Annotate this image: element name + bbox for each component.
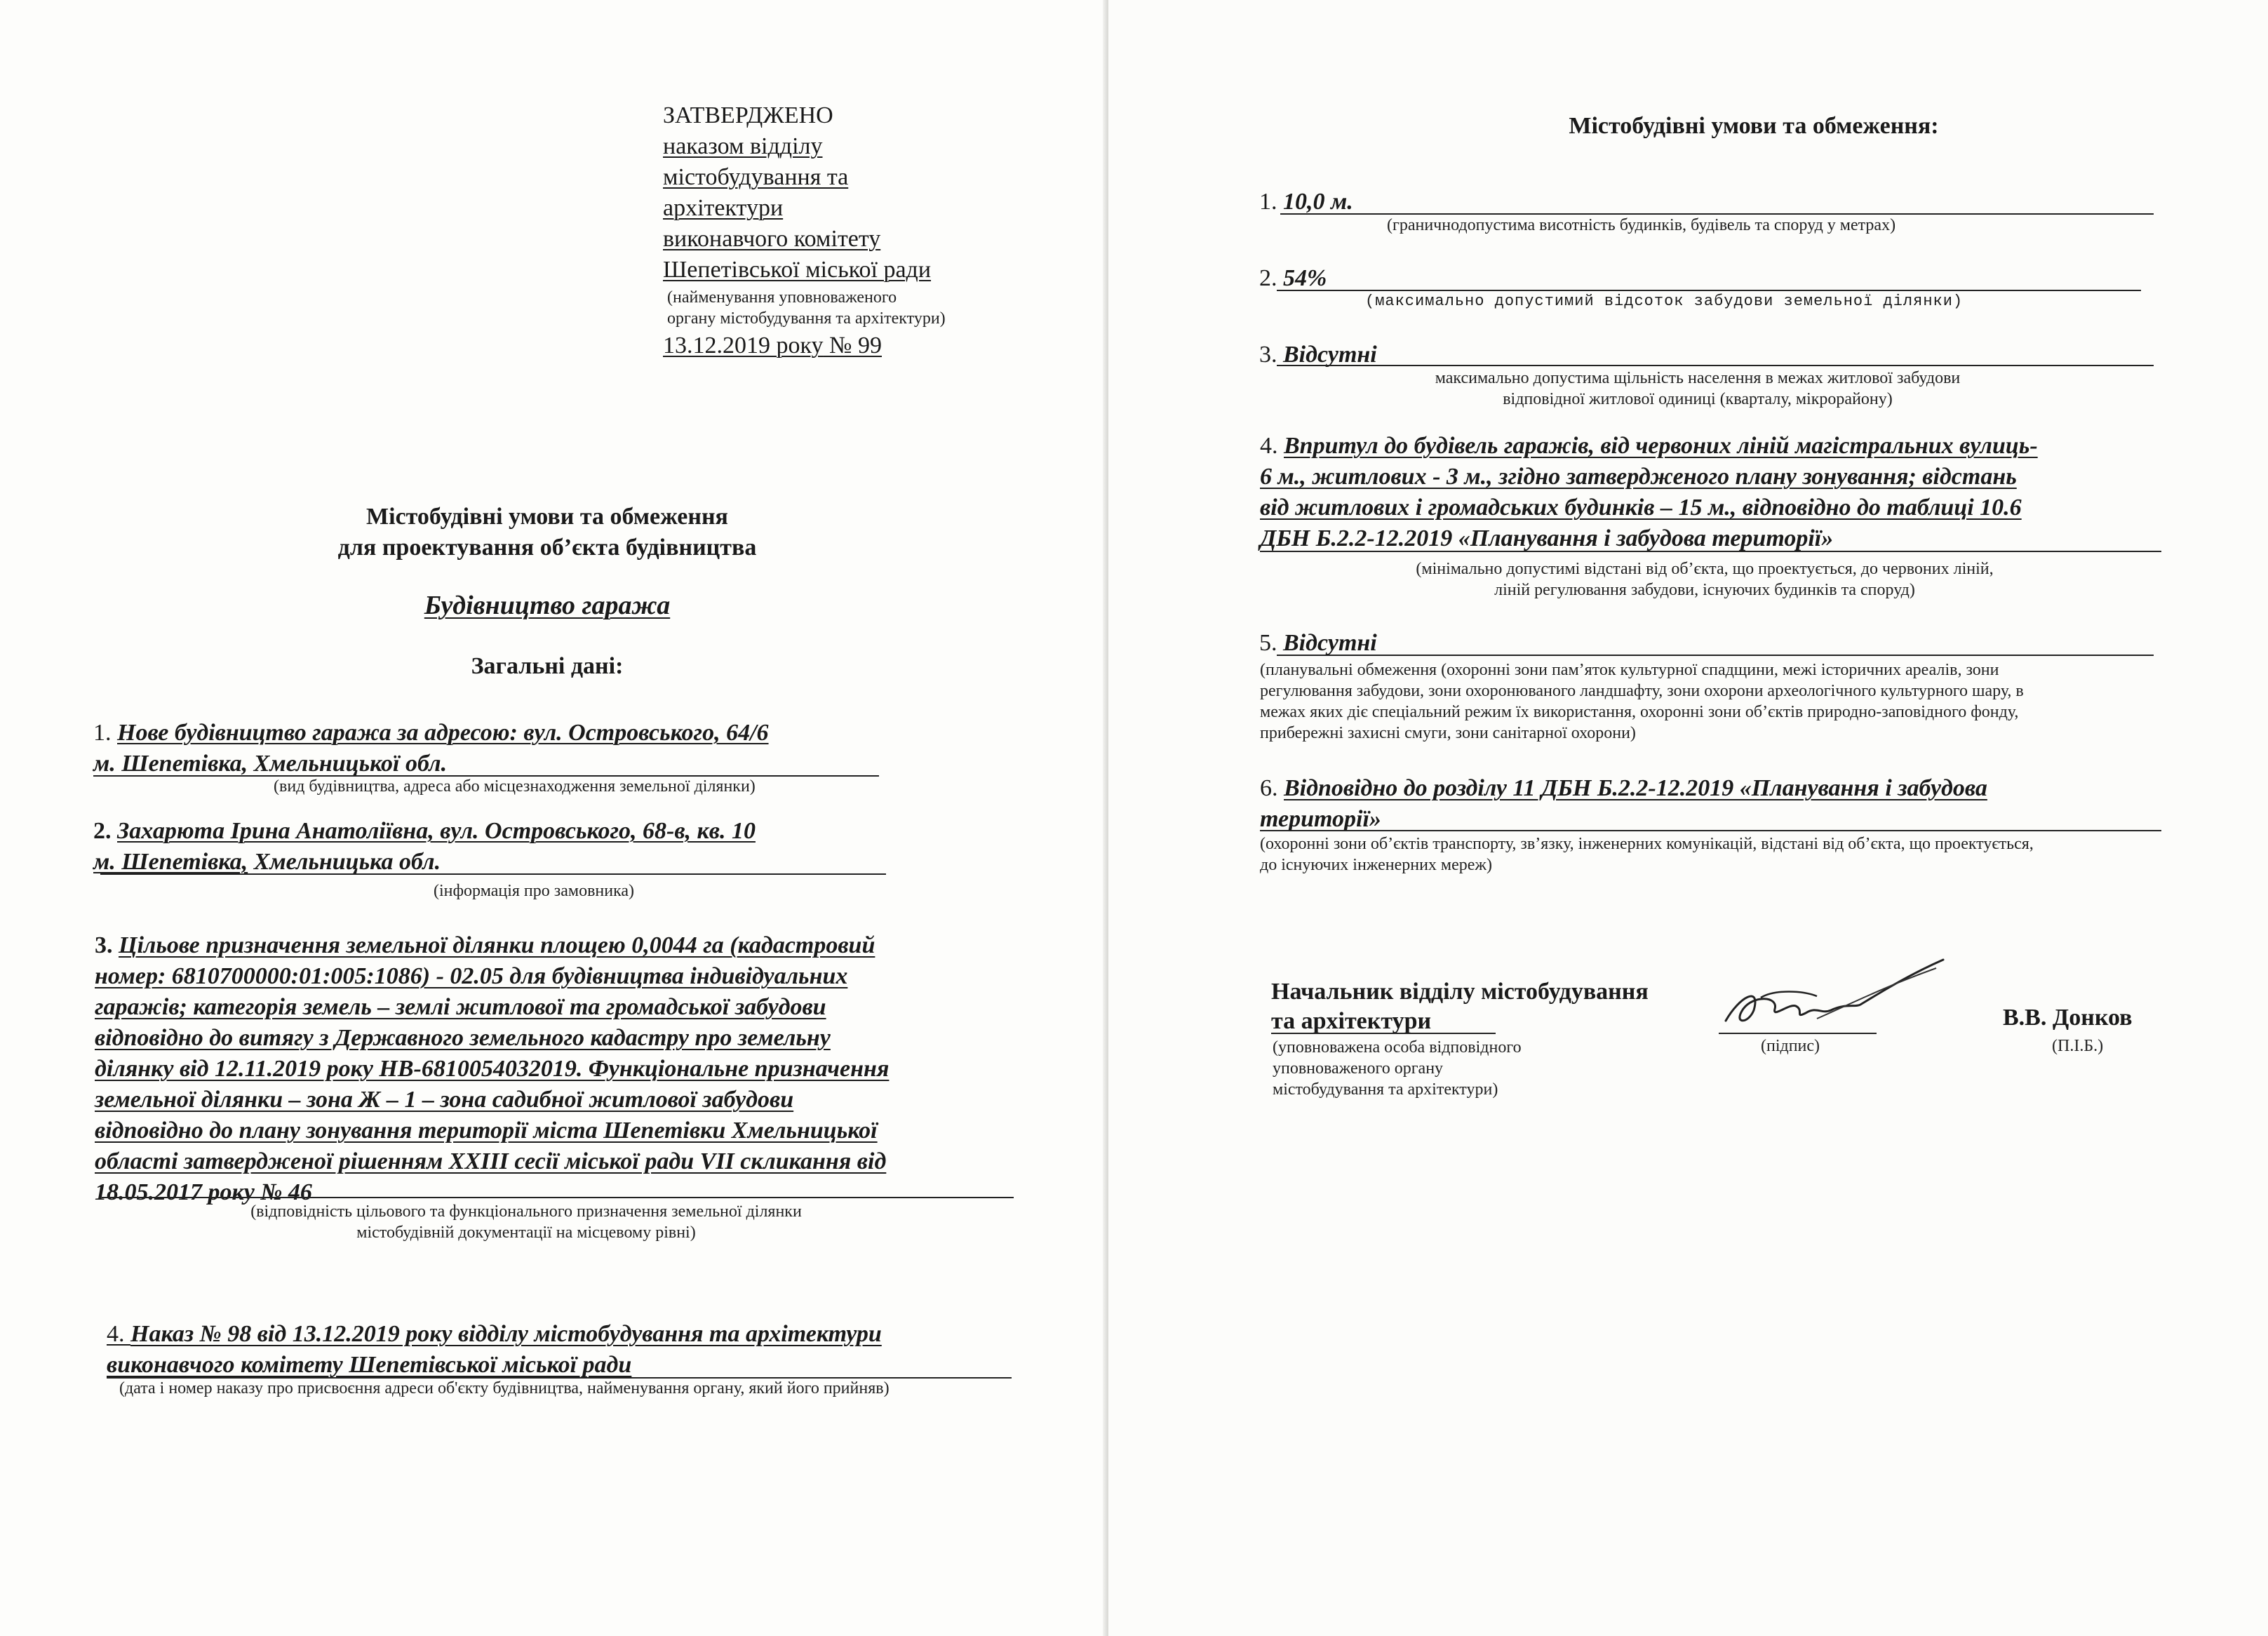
right-item-4-caption1: (мінімально допустимі відстані від об’єкта, що проектується, до червоних ліній,	[1416, 560, 1994, 578]
signature-caption: (підпис)	[1761, 1037, 1820, 1055]
right-item-5-caption	[1260, 659, 2172, 744]
left-item-2-rule	[100, 873, 886, 875]
right-item-4-line3: ДБН Б.2.2-12.2019 «Планування і забудова території»	[1260, 525, 1834, 551]
left-item-2	[93, 816, 893, 878]
left-item-1	[93, 718, 893, 779]
left-item-3-line3: відповідно до витягу з Державного земельного кадастру про земельну	[95, 1025, 831, 1051]
signatory-name: В.В. Донков	[2003, 1005, 2133, 1031]
right-item-6-number: 6.	[1260, 775, 1284, 801]
right-item-6-line2: території»	[1260, 806, 1381, 832]
left-item-3-line5: земельної ділянки – зона Ж – 1 – зона садибної житлової забудови	[95, 1087, 794, 1113]
object-name: Будівництво гаража	[424, 591, 671, 620]
right-item-6	[1260, 773, 2160, 835]
left-item-2-region: Хмельницька обл.	[248, 849, 441, 875]
right-item-5-caption1: регулювання забудови, зони охоронюваного ландшафту, зони охорони археологічного культурного шару, в	[1260, 682, 2024, 700]
title-line1: Містобудівні умови та обмеження	[366, 504, 728, 530]
right-item-2-value: 54%	[1283, 265, 1327, 291]
approval-block	[663, 100, 946, 361]
right-item-6-line1: Відповідно до розділу 11 ДБН Б.2.2-12.2019 «Планування і забудова	[1284, 775, 1987, 801]
right-item-2-caption: (максимально допустимий відсоток забудови земельної ділянки)	[1365, 293, 1964, 310]
left-item-1-line2: м. Шепетівка, Хмельницької обл.	[93, 751, 448, 777]
approved-label: ЗАТВЕРДЖЕНО	[663, 102, 833, 128]
left-item-3-line1: номер: 6810700000:01:005:1086) - 02.05 для будівництва індивідуальних	[95, 963, 848, 989]
left-page	[0, 0, 1108, 1636]
approval-date: 13.12.2019 року	[663, 333, 824, 358]
right-item-3-caption2: відповідної житлової одиниці (кварталу, мікрорайону)	[1503, 390, 1893, 408]
left-item-1-caption: (вид будівництва, адреса або місцезнаходження земельної ділянки)	[274, 777, 756, 796]
left-item-3-caption2: містобудівній документації на місцевому рівні)	[356, 1223, 696, 1242]
left-item-3-number: 3.	[95, 932, 119, 958]
approval-line4: виконавчого комітету	[663, 226, 881, 252]
left-item-4-number: 4.	[107, 1321, 130, 1347]
approval-line1: відділу	[744, 133, 823, 159]
right-item-6-caption	[1260, 833, 2172, 876]
right-item-5-number: 5.	[1259, 630, 1283, 656]
signatory-name-caption: (П.І.Б.)	[2052, 1037, 2104, 1055]
left-item-2-caption: (інформація про замовника)	[434, 882, 635, 900]
right-item-1-number: 1.	[1259, 189, 1283, 215]
approval-number: № 99	[823, 333, 882, 358]
left-item-3-line7: області затвердженої рішенням ХХІІІ сесії міської ради VII скликання від	[95, 1148, 887, 1174]
right-item-4-line1: 6 м., житлових - 3 м., згідно затвердженого плану зонування; відстань	[1260, 464, 2017, 490]
left-item-4-line1: Наказ № 98 від 13.12.2019 року відділу містобудування та архітектури	[130, 1321, 882, 1347]
document-title	[267, 502, 828, 563]
left-item-3-rule	[102, 1197, 1014, 1198]
left-item-3-line2: гаражів; категорія земель – землі житлової та громадської забудови	[95, 994, 826, 1020]
signatory-position-line2: та архітектури	[1271, 1008, 1432, 1034]
right-item-5-rule	[1277, 655, 2154, 656]
approval-order-word: наказом	[663, 133, 744, 159]
left-item-2-city: м. Шепетівка,	[93, 849, 248, 875]
right-item-5-value: Відсутні	[1283, 630, 1377, 656]
right-item-3-caption	[1347, 368, 2048, 410]
signatory-caption1: (уповноважена особа відповідного	[1273, 1038, 1522, 1057]
signatory-position-line1: Начальник відділу містобудування	[1271, 979, 1649, 1005]
right-item-3-number: 3.	[1259, 342, 1283, 368]
right-item-2-rule	[1277, 290, 2141, 291]
left-item-3-line6: відповідно до плану зонування території міста Шепетівки Хмельницької	[95, 1118, 878, 1144]
left-item-4	[107, 1319, 1019, 1381]
left-item-1-line1: Нове будівництво гаража за адресою: вул. Островського, 64/6	[117, 720, 769, 746]
left-item-2-number: 2.	[93, 818, 117, 844]
title-line2: для проектування об’єкта будівництва	[337, 535, 757, 561]
left-item-3	[95, 930, 1014, 1208]
signatory-caption	[1273, 1037, 1522, 1100]
right-item-1-value: 10,0 м.	[1283, 189, 1353, 215]
right-item-5-caption2: межах яких діє спеціальний режим їх використання, охоронні зони об’єктів природно-заповідного фонду,	[1260, 703, 2019, 721]
signatory-position-rule	[1271, 1033, 1496, 1034]
right-item-3-value: Відсутні	[1283, 342, 1377, 368]
signature-rule	[1719, 1033, 1877, 1034]
right-item-4	[1260, 431, 2158, 554]
approval-caption2: органу містобудування та архітектури)	[667, 309, 946, 328]
right-item-4-caption	[1319, 558, 2091, 601]
right-item-1-caption: (граничнодопустима висотність будинків, будівель та споруд у метрах)	[1387, 216, 1896, 234]
right-item-2-number: 2.	[1259, 265, 1283, 291]
left-item-3-line4: ділянку від 12.11.2019 року НВ-6810054032019. Функціональне призначення	[95, 1056, 890, 1082]
right-item-5-caption3: прибережні захисні смуги, зони санітарної охорони)	[1260, 724, 1636, 742]
left-item-3-line0: Цільове призначення земельної ділянки площею 0,0044 га (кадастровий	[119, 932, 875, 958]
right-item-6-caption2: до існуючих інженерних мереж)	[1260, 856, 1492, 874]
right-item-3-rule	[1277, 365, 2154, 366]
left-item-4-caption: (дата і номер наказу про присвоєння адреси об'єкту будівництва, найменування органу, який його прийняв)	[119, 1379, 890, 1397]
general-heading: Загальні дані:	[471, 653, 624, 679]
left-item-3-caption	[175, 1201, 877, 1243]
approval-line5: Шепетівської міської ради	[663, 257, 932, 283]
left-item-2-line1: Захарюта Ірина Анатоліївна, вул. Островського, 68-в, кв. 10	[117, 818, 756, 844]
approval-line2: містобудування та	[663, 164, 849, 190]
left-item-3-caption1: (відповідність цільового та функціонального призначення земельної ділянки	[250, 1202, 802, 1221]
approval-caption1: (найменування уповноваженого	[667, 288, 897, 307]
right-item-3-caption1: максимально допустима щільність населення в межах житлової забудови	[1435, 369, 1961, 387]
right-item-5-caption0: (планувальні обмеження (охоронні зони пам’яток культурної спадщини, межі історичних ареалів, зони	[1260, 661, 1999, 679]
right-item-6-caption1: (охоронні зони об’єктів транспорту, зв’язку, інженерних комунікацій, відстані від об’єкта, що проектується,	[1260, 835, 2034, 853]
handwritten-signature	[1712, 954, 1964, 1038]
right-item-4-line2: від житлових і громадських будинків – 15 м., відповідно до таблиці 10.6	[1260, 495, 2022, 521]
right-item-4-number: 4.	[1260, 433, 1284, 459]
right-heading: Містобудівні умови та обмеження:	[1569, 113, 1939, 139]
signatory-caption3: містобудування та архітектури)	[1273, 1080, 1498, 1099]
right-item-4-rule	[1260, 551, 2161, 552]
right-item-4-caption2: ліній регулювання забудови, існуючих будинків та споруд)	[1494, 581, 1915, 599]
approval-line3: архітектури	[663, 195, 784, 221]
left-item-1-number: 1.	[93, 720, 117, 746]
signatory-caption2: уповноваженого органу	[1273, 1059, 1444, 1078]
signatory-position	[1271, 977, 1649, 1036]
right-page	[1108, 0, 2268, 1636]
right-item-6-rule	[1260, 830, 2161, 831]
left-item-3-line8: 18.05.2017 року № 46	[95, 1179, 312, 1205]
left-item-4-line2: виконавчого комітету Шепетівської міської ради	[107, 1352, 632, 1378]
right-item-4-line0: Впритул до будівель гаражів, від червоних ліній магістральних вулиць-	[1284, 433, 2038, 459]
